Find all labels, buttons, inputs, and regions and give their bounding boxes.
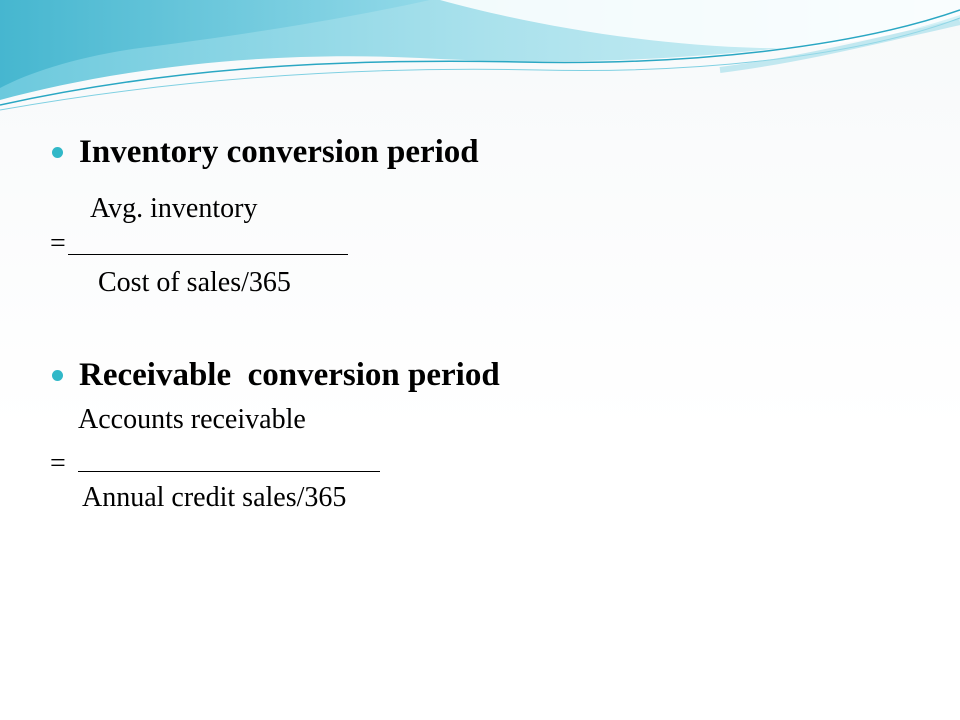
bullet-dot <box>52 370 63 381</box>
denominator-cost-of-sales: Cost of sales/365 <box>98 267 291 298</box>
fraction-bar <box>78 471 380 472</box>
bullet-inventory-conversion-period <box>52 134 479 171</box>
equals-sign: = <box>50 448 66 479</box>
fraction-bar <box>68 254 348 255</box>
heading-receivable-conversion-period: Receivable conversion period <box>79 357 500 393</box>
bullet-receivable-conversion-period <box>52 357 500 394</box>
denominator-annual-credit-sales: Annual credit sales/365 <box>82 482 347 513</box>
heading-inventory-conversion-period: Inventory conversion period <box>79 134 479 170</box>
numerator-accounts-receivable: Accounts receivable <box>78 404 306 435</box>
bullet-dot <box>52 147 63 158</box>
numerator-avg-inventory: Avg. inventory <box>90 193 258 224</box>
header-wave-decoration <box>0 0 960 115</box>
equals-sign: = <box>50 228 66 259</box>
